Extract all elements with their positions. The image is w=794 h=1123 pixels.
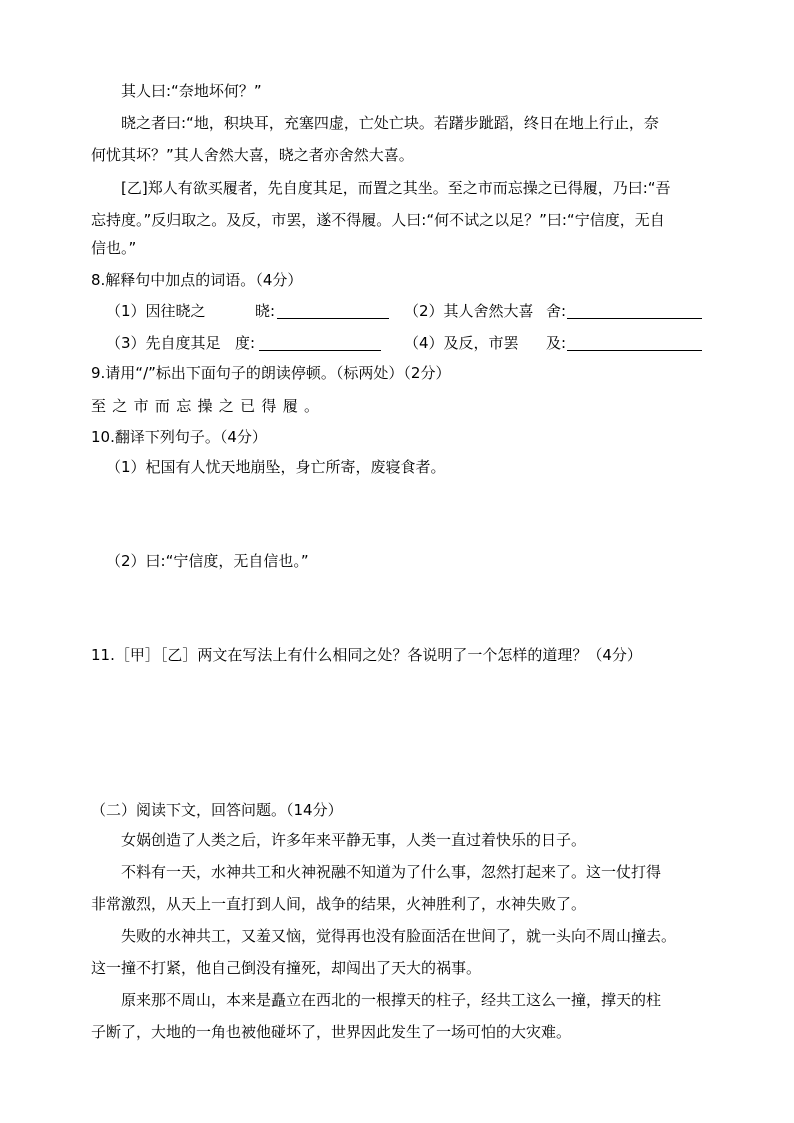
- paragraph-continued: 非常激烈，从天上一直打到人间，战争的结果，火神胜利了，水神失败了。: [91, 895, 587, 913]
- paragraph: 失败的水神共工，又羞又恼，觉得再也没有脸面活在世间了，就一头向不周山撞去。: [121, 927, 677, 945]
- q8-word-1: 晓:: [255, 302, 276, 320]
- answer-blank[interactable]: [567, 350, 702, 351]
- question-title: 10.翻译下列句子。（4分）: [91, 428, 267, 446]
- paragraph-continued: 何忧其坏？”其人舍然大喜，晓之者亦舍然大喜。: [91, 146, 414, 164]
- paragraph-continued: 信也。”: [91, 239, 137, 257]
- question-title: 9.请用“/”标出下面句子的朗读停顿。（标两处）（2分）: [91, 364, 451, 382]
- q8-item-1: （1）因往晓之: [106, 302, 206, 320]
- q8-item-3: （3）先自度其足: [106, 334, 221, 352]
- q8-word-3: 度:: [235, 334, 256, 352]
- paragraph: 原来那不周山，本来是矗立在西北的一根撑天的柱子，经共工这么一撞，撑天的柱: [121, 991, 662, 1009]
- paragraph-continued: 子断了，大地的一角也被他碰坏了，世界因此发生了一场可怕的大灾难。: [91, 1023, 572, 1041]
- answer-blank[interactable]: [567, 318, 702, 319]
- answer-blank[interactable]: [259, 350, 381, 351]
- paragraph-continued: 这一撞不打紧，他自己倒没有撞死，却闯出了天大的祸事。: [91, 959, 482, 977]
- passage-yi: [乙]郑人有欲买履者，先自度其足，而置之其坐。至之市而忘操之已得履，乃曰:“吾: [121, 179, 671, 197]
- paragraph-continued: 忘持度。”反归取之。及反，市罢，遂不得履。人曰:“何不试之以足？”曰:“宁信度，无自: [91, 211, 665, 229]
- question-title: 8.解释句中加点的词语。（4分）: [91, 271, 303, 289]
- answer-blank[interactable]: [277, 318, 389, 319]
- paragraph: 不料有一天，水神共工和火神祝融不知道为了什么事，忽然打起来了。这一仗打得: [121, 863, 662, 881]
- paragraph: 其人曰:“奈地坏何？”: [121, 82, 262, 100]
- q8-word-4: 及:: [546, 334, 567, 352]
- q8-item-4: （4）及反，市罢: [404, 334, 519, 352]
- q9-sentence: 至之市而忘操之已得履。: [91, 397, 326, 415]
- q8-word-2: 舍:: [546, 302, 567, 320]
- paragraph: 晓之者曰:“地，积块耳，充塞四虚，亡处亡块。若躇步跐蹈，终日在地上行止，奈: [121, 114, 659, 132]
- q10-item-1: （1）杞国有人忧天地崩坠，身亡所寄，废寝食者。: [106, 458, 446, 476]
- q10-item-2: （2）曰:“宁信度，无自信也。”: [106, 552, 309, 570]
- section-title: （二）阅读下文，回答问题。（14分）: [91, 801, 343, 819]
- question-title: 11.［甲］［乙］两文在写法上有什么相同之处？各说明了一个怎样的道理？（4分）: [91, 646, 642, 664]
- paragraph: 女娲创造了人类之后，许多年来平静无事，人类一直过着快乐的日子。: [121, 831, 587, 849]
- q8-item-2: （2）其人舍然大喜: [404, 302, 534, 320]
